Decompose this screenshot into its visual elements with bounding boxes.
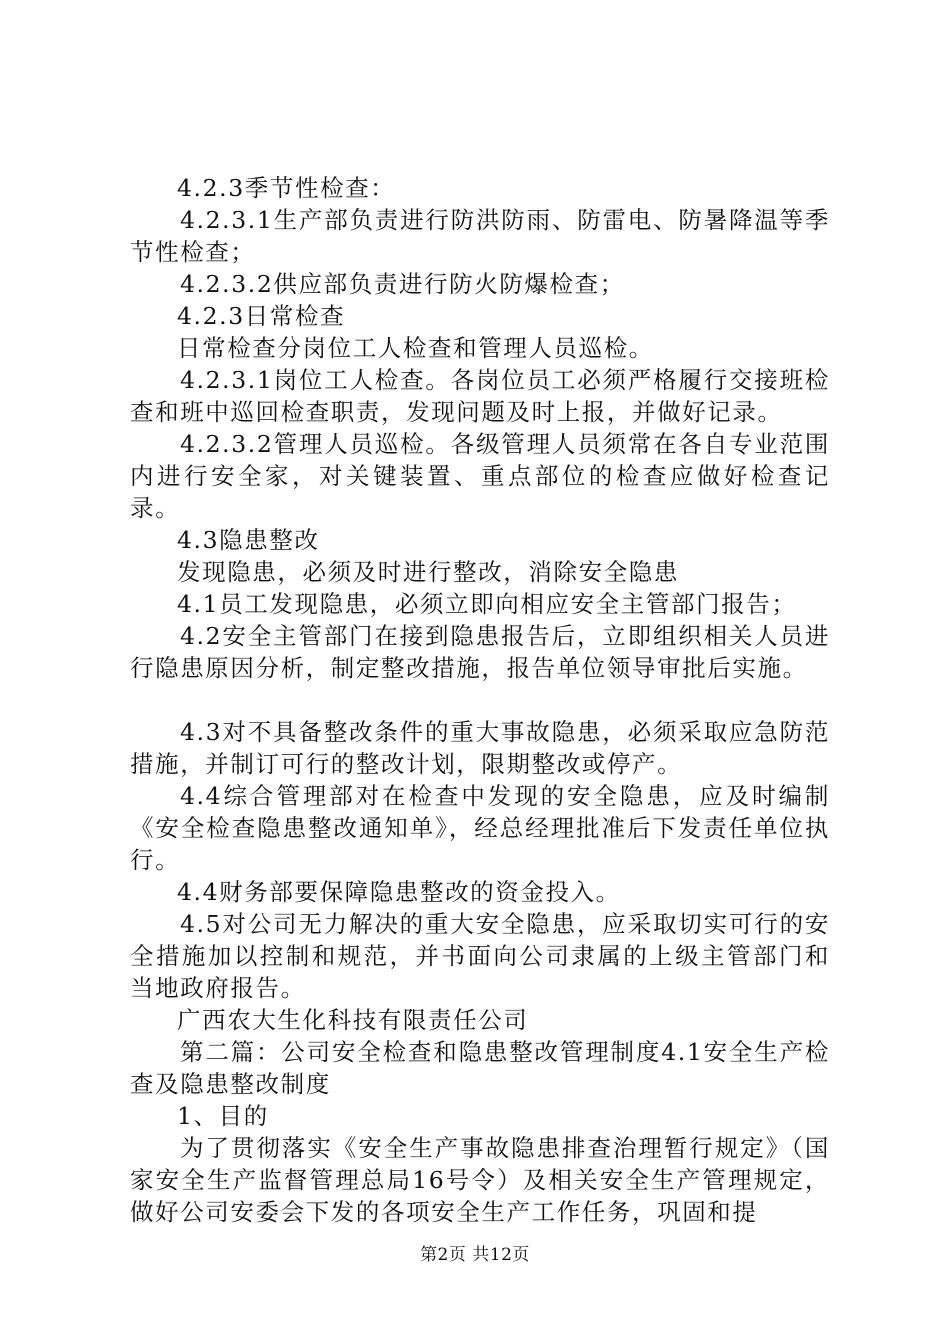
paragraph-employee-report: 4.1员工发现隐患，必须立即向相应安全主管部门报告； [177,590,797,618]
paragraph-post-worker-inspection: 4.2.3.1岗位工人检查。各岗位员工必须严格履行交接班检查和班中巡回检查职责，发现问题及时上报，并做好记录。 [130,366,830,426]
paragraph-report-authorities: 4.5对公司无力解决的重大安全隐患，应采取切实可行的安全措施加以控制和规范，并书面向公司隶属的上级主管部门和当地政府报告。 [130,910,830,1002]
paragraph-department-analysis: 4.2安全主管部门在接到隐患报告后，立即组织相关人员进行隐患原因分析，制定整改措施，报告单位领导审批后实施。 [130,622,830,682]
paragraph-major-hazard-measures: 4.3对不具备整改条件的重大事故隐患，必须采取应急防范措施，并制订可行的整改计划，限期整改或停产。 [130,718,830,778]
paragraph-manager-patrol: 4.2.3.2管理人员巡检。各级管理人员须常在各自专业范围内进行安全家，对关键装置、重点部位的检查应做好检查记录。 [130,430,830,522]
paragraph-seasonal-supply: 4.2.3.2供应部负责进行防火防爆检查； [180,270,625,298]
document-body [130,172,830,1228]
paragraph-hazard-rectification-intro: 发现隐患，必须及时进行整改，消除安全隐患 [177,558,679,586]
paragraph-purpose-heading: 1、目的 [177,1102,269,1130]
paragraph-hazard-rectification-heading: 4.3隐患整改 [177,526,320,554]
paragraph-seasonal-production: 4.2.3.1生产部负责进行防洪防雨、防雷电、防暑降温等季节性检查； [130,206,830,266]
paragraph-company-name: 广西农大生化科技有限责任公司 [177,1006,529,1034]
paragraph-purpose-body: 为了贯彻落实《安全生产事故隐患排查治理暂行规定》（国家安全生产监督管理总局16号令）及相关安全生产管理规定，做好公司安委会下发的各项安全生产工作任务，巩固和提 [130,1134,830,1226]
paragraph-finance-funding: 4.4财务部要保障隐患整改的资金投入。 [177,878,621,906]
paragraph-rectification-notice: 4.4综合管理部对在检查中发现的安全隐患，应及时编制《安全检查隐患整改通知单》，经总经理批准后下发责任单位执行。 [130,782,830,874]
paragraph-second-article-title: 第二篇：公司安全检查和隐患整改管理制度4.1安全生产检查及隐患整改制度 [130,1038,830,1098]
paragraph-seasonal-inspection-heading: 4.2.3季节性检查： [177,174,396,202]
paragraph-daily-inspection-heading: 4.2.3日常检查 [177,302,346,330]
paragraph-daily-inspection-intro: 日常检查分岗位工人检查和管理人员巡检。 [177,334,654,362]
page-number-footer: 第2页 共12页 [420,1245,530,1265]
